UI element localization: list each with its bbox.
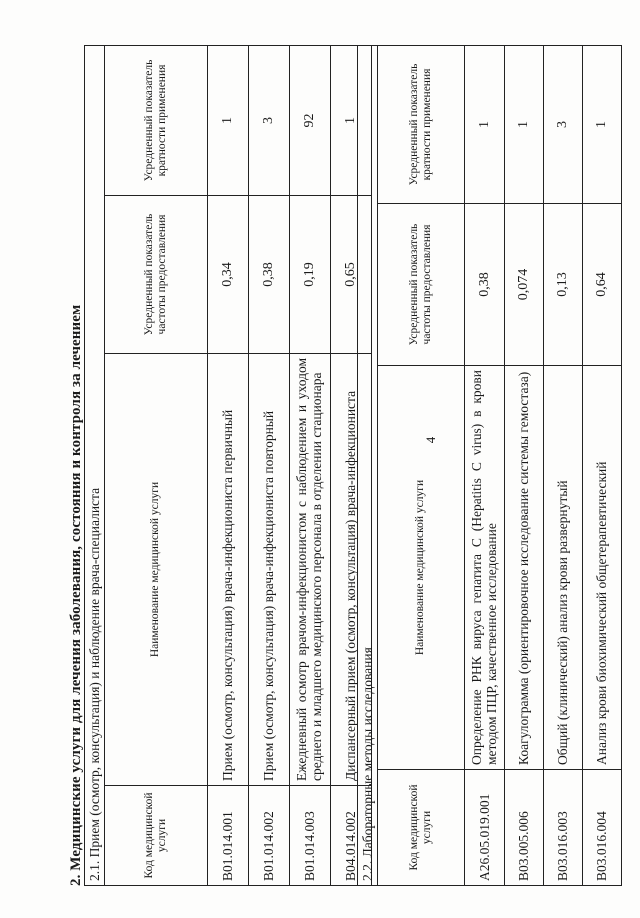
- frequency-value: 0,64: [583, 204, 622, 366]
- frequency-value: 0,65: [331, 196, 372, 354]
- service-code: B01.014.001: [208, 786, 249, 886]
- table-row: [583, 45, 622, 885]
- table-caption: 2.1. Прием (осмотр, консультация) и наблюдение врача-специалиста: [85, 45, 105, 885]
- table-row: [465, 45, 505, 885]
- service-code: B01.014.003: [290, 786, 331, 886]
- table-lab-methods-block: [357, 46, 622, 886]
- table-row: [249, 45, 290, 885]
- header-frequency: Усредненный показатель частоты предоставления: [105, 196, 208, 354]
- header-code: Код медицинской услуги: [378, 770, 465, 886]
- frequency-value: 0,38: [249, 196, 290, 354]
- table-row: [290, 45, 331, 885]
- multiplicity-value: 1: [505, 45, 544, 203]
- table-lab-methods: [357, 45, 622, 886]
- multiplicity-value: 92: [290, 45, 331, 195]
- section-title: 2. Медицинские услуги для лечения заболевания, состояния и контроля за лечением: [68, 304, 84, 886]
- service-name: Определение РНК вируса гепатита C (Hepatitis C virus) в крови методом ПЦР, качественное исследование: [465, 366, 505, 770]
- table-consultations-block: [84, 46, 372, 886]
- service-code: B03.016.004: [583, 770, 622, 886]
- service-code: B01.014.002: [249, 786, 290, 886]
- header-frequency: Усредненный показатель частоты предоставления: [378, 204, 465, 366]
- table-consultations: [84, 45, 372, 886]
- service-code: B03.016.003: [544, 770, 583, 886]
- service-name: Анализ крови биохимический общетерапевтический: [583, 366, 622, 770]
- header-multiplicity: Усредненный показатель кратности применения: [378, 45, 465, 203]
- page-number: 4: [423, 436, 438, 444]
- header-code: Код медицинской услуги: [105, 786, 208, 886]
- service-name: Ежедневный осмотр врачом-инфекционистом с наблюдением и уходом среднего и младшего медицинского персонала в отделении стационара: [290, 354, 331, 786]
- multiplicity-value: 3: [544, 45, 583, 203]
- table-row: [544, 45, 583, 885]
- table-row: [208, 45, 249, 885]
- service-code: B04.014.002: [331, 786, 372, 886]
- multiplicity-value: 1: [583, 45, 622, 203]
- service-name: Коагулограмма (ориентировочное исследование системы гемостаза): [505, 366, 544, 770]
- frequency-value: 0,38: [465, 204, 505, 366]
- service-name: Прием (осмотр, консультация) врача-инфекциониста первичный: [208, 354, 249, 786]
- frequency-value: 0,074: [505, 204, 544, 366]
- frequency-value: 0,34: [208, 196, 249, 354]
- service-name: Диспансерный прием (осмотр, консультация) врача-инфекциониста: [331, 354, 372, 786]
- multiplicity-value: 1: [208, 45, 249, 195]
- frequency-value: 0,19: [290, 196, 331, 354]
- service-code: A26.05.019.001: [465, 770, 505, 886]
- frequency-value: 0,13: [544, 204, 583, 366]
- header-name: Наименование медицинской услуги: [378, 366, 465, 770]
- section-heading-block: [68, 46, 85, 886]
- header-name: Наименование медицинской услуги: [105, 354, 208, 786]
- service-name: Прием (осмотр, консультация) врача-инфекциониста повторный: [249, 354, 290, 786]
- table-row: [505, 45, 544, 885]
- service-code: B03.005.006: [505, 770, 544, 886]
- table-caption: 2.2. Лабораторные методы исследования: [358, 45, 378, 885]
- multiplicity-value: 1: [331, 45, 372, 195]
- multiplicity-value: 1: [465, 45, 505, 203]
- header-multiplicity: Усредненный показатель кратности применения: [105, 45, 208, 195]
- service-name: Общий (клинический) анализ крови развернутый: [544, 366, 583, 770]
- multiplicity-value: 3: [249, 45, 290, 195]
